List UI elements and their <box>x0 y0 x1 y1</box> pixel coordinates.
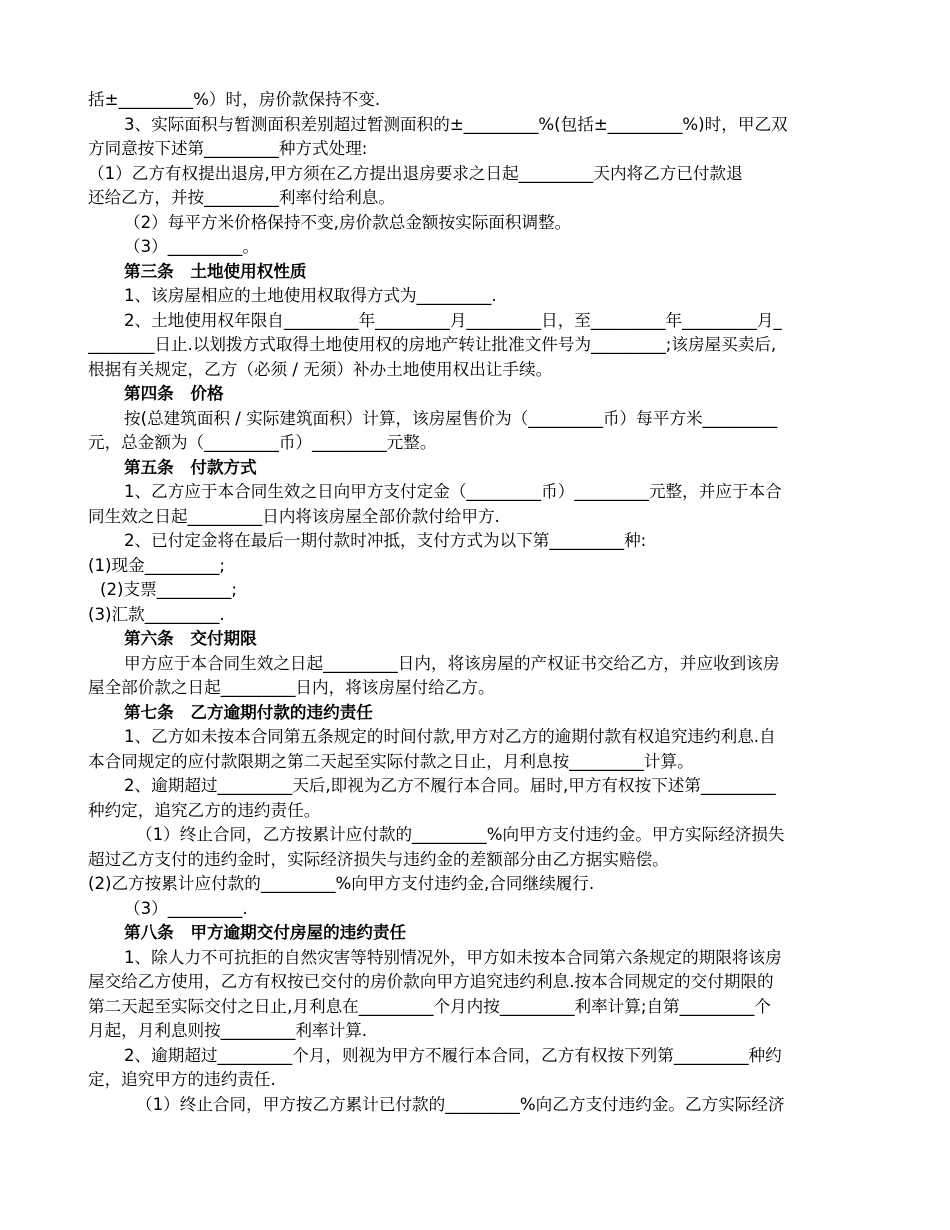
text-line: 括±_________%）时，房价款保持不变. <box>88 90 381 109</box>
contract-page <box>88 88 860 1117</box>
text-line: 种约定，追究乙方的违约责任。 <box>88 800 321 820</box>
text-line: 月起，月利息则按_________利率计算. <box>88 1021 368 1040</box>
text-line: 3、实际面积与暂测面积差别超过暂测面积的±_________%(包括±_________%)时，甲乙双 <box>124 114 788 134</box>
text-line: 1、乙方如未按本合同第五条规定的时间付款,甲方对乙方的逾期付款有权追究违约利息.自 <box>124 727 776 746</box>
text-line: ________日止.以划拨方式取得土地使用权的房地产转让批准文件号为_________;该房屋买卖后, <box>88 335 777 354</box>
text-line: 甲方应于本合同生效之日起_________日内，将该房屋的产权证书交给乙方，并应收到该房 <box>124 653 780 673</box>
text-line: 2、已付定金将在最后一期付款时冲抵，支付方式为以下第_________种: <box>124 531 647 550</box>
text-line: 超过乙方支付的违约金时，实际经济损失与违约金的差额部分由乙方据实赔偿。 <box>88 849 669 869</box>
text-line: （1）终止合同，乙方按累计应付款的_________%向甲方支付违约金。甲方实际经济损失 <box>136 825 785 844</box>
text-line: （2）每平方米价格保持不变,房价款总金额按实际面积调整。 <box>124 212 572 232</box>
text-line: （1）乙方有权提出退房,甲方须在乙方提出退房要求之日起_________天内将乙方已付款退 <box>88 163 743 183</box>
text-line: 2、逾期超过_________天后,即视为乙方不履行本合同。届时,甲方有权按下述第_________ <box>124 776 776 795</box>
text-line: 第二天起至实际交付之日止,月利息在_________个月内按_________利率计算;自第_________个 <box>88 996 771 1016</box>
text-line: （3）_________. <box>124 898 248 918</box>
article-heading: 第五条 付款方式 <box>124 457 257 477</box>
text-line: 1、乙方应于本合同生效之日向甲方支付定金（_________币）_________元整，并应于本合 <box>124 482 782 501</box>
text-line: 元，总金额为（_________币）_________元整。 <box>88 433 437 452</box>
text-line: 2、土地使用权年限自_________年_________月_________日，至_________年_________月_ <box>124 310 782 330</box>
text-line: (1)现金_________; <box>88 555 225 575</box>
article-heading: 第七条 乙方逾期付款的违约责任 <box>124 702 373 722</box>
text-line: 还给乙方，并按_________利率付给利息。 <box>88 188 395 207</box>
text-line: (2)支票_________; <box>100 580 237 599</box>
text-line: 2、逾期超过_________个月，则视为甲方不履行本合同，乙方有权按下列第_________种约 <box>124 1045 782 1065</box>
article-heading: 第八条 甲方逾期交付房屋的违约责任 <box>124 923 407 942</box>
text-line: 定，追究甲方的违约责任. <box>88 1070 276 1089</box>
text-line: 1、除人力不可抗拒的自然灾害等特别情况外，甲方如未按本合同第六条规定的期限将该房 <box>124 947 782 967</box>
article-heading: 第四条 价格 <box>124 384 224 403</box>
article-heading: 第六条 交付期限 <box>124 629 257 648</box>
text-line: 根据有关规定，乙方（必须 / 无须）补办土地使用权出让手续。 <box>88 359 553 379</box>
text-line: （1）终止合同，甲方按乙方累计已付款的_________%向乙方支付违约金。乙方实际经济 <box>136 1094 785 1114</box>
text-line: 屋交给乙方使用，乙方有权按已交付的房价款向甲方追究违约利息.按本合同规定的交付期限的 <box>88 972 774 991</box>
text-line: 本合同规定的应付款限期之第二天起至实际付款之日止，月利息按_________计算。 <box>88 751 694 771</box>
text-line: (2)乙方按累计应付款的_________%向甲方支付违约金,合同继续履行. <box>88 874 595 893</box>
text-line: 屋全部价款之日起_________日内，将该房屋付给乙方。 <box>88 678 495 697</box>
text-line: 方同意按下述第_________种方式处理: <box>88 139 368 158</box>
text-line: 1、该房屋相应的土地使用权取得方式为_________. <box>124 286 497 305</box>
text-line: (3)汇款_________. <box>88 604 225 624</box>
text-line: 同生效之日起_________日内将该房屋全部价款付给甲方. <box>88 506 500 526</box>
text-line: （3）_________。 <box>124 237 260 256</box>
text-line: 按(总建筑面积 / 实际建筑面积）计算，该房屋售价为（_________币）每平方米_________ <box>124 408 778 428</box>
article-heading: 第三条 土地使用权性质 <box>124 261 307 281</box>
